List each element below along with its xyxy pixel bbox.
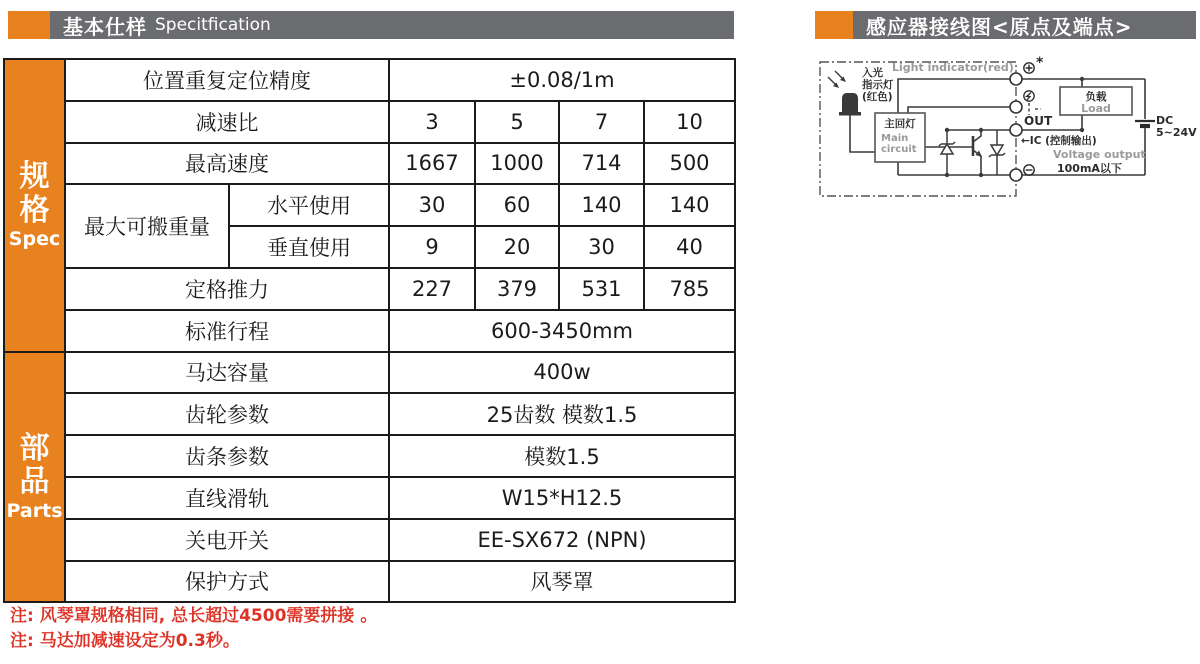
dc-range-label: 5~24V [1156, 126, 1197, 139]
spec-value-cell: 600-3450mm [389, 310, 735, 352]
ic-label: ←IC (控制输出) [1021, 135, 1097, 147]
light-indicator-label: Light indicator(red) [892, 61, 1014, 74]
table-row [4, 184, 735, 226]
table-row [4, 519, 735, 561]
current-limit-label: 100mA以下 [1057, 162, 1122, 175]
table-row [4, 143, 735, 185]
spec-value-cell: 20 [475, 226, 559, 268]
header-basic-spec-en: Specitfication [155, 15, 271, 35]
spec-value-cell: 1667 [389, 143, 475, 185]
header-basic-spec [8, 11, 734, 39]
terminal-plus [1010, 73, 1022, 85]
spec-value-cell: 785 [644, 268, 735, 310]
wiring-diagram [815, 55, 1200, 205]
side-header-spec-cn: 规格 [19, 159, 50, 228]
side-header-spec-en: Spec [8, 228, 61, 251]
table-row [4, 310, 735, 352]
battery-icon [1135, 121, 1155, 126]
spec-value-cell: 3 [389, 101, 475, 143]
l-terminal-icon [1024, 91, 1041, 115]
spec-value-cell: 227 [389, 268, 475, 310]
spec-row-label: 减速比 [65, 101, 389, 143]
wire [898, 162, 1010, 175]
main-circuit-label-en1: Main [881, 133, 909, 144]
table-row [4, 268, 735, 310]
wire [898, 79, 1010, 113]
spec-value-cell: ±0.08/1m [389, 59, 735, 101]
table-row [4, 477, 735, 519]
transistor-icon [973, 130, 982, 175]
spec-value-cell: EE-SX672 (NPN) [389, 519, 735, 561]
accent-square [815, 11, 853, 39]
note-line: 注: 风琴罩规格相同, 总长超过4500需要拼接 。 [10, 606, 378, 626]
header-wiring-diagram-bar [853, 11, 1196, 39]
spec-value-cell: 379 [475, 268, 559, 310]
spec-row-label: 直线滑轨 [65, 477, 389, 519]
spec-value-cell: 25齿数 模数1.5 [389, 393, 735, 435]
spec-value-cell: 140 [644, 184, 735, 226]
spec-value-cell: 风琴罩 [389, 561, 735, 603]
spec-value-cell: 30 [389, 184, 475, 226]
spec-row-label: 标准行程 [65, 310, 389, 352]
spec-row-label: 马达容量 [65, 352, 389, 394]
minus-terminal-icon [1024, 165, 1034, 175]
spec-value-cell: 714 [559, 143, 644, 185]
spec-row-sublabel: 垂直使用 [229, 226, 389, 268]
spec-value-cell: 7 [559, 101, 644, 143]
spec-row-label: 定格推力 [65, 268, 389, 310]
side-header-parts-en: Parts [6, 500, 63, 523]
table-row [4, 59, 735, 101]
load-label-en: Load [1081, 102, 1111, 115]
main-circuit-label-cn: 主回灯 [884, 118, 916, 130]
spec-value-cell: 9 [389, 226, 475, 268]
spec-row-label: 位置重复定位精度 [65, 59, 389, 101]
spec-value-cell: W15*H12.5 [389, 477, 735, 519]
spec-row-label: 保护方式 [65, 561, 389, 603]
main-circuit-box [875, 113, 925, 162]
side-header-spec [4, 59, 65, 352]
spec-value-cell: 10 [644, 101, 735, 143]
led-icon [828, 71, 861, 116]
spec-row-label: 最高速度 [65, 143, 389, 185]
header-wiring-diagram [815, 11, 1196, 39]
header-wiring-diagram-title: 感应器接线图<原点及端点> [866, 14, 1133, 39]
spec-value-cell: 模数1.5 [389, 435, 735, 477]
footnotes [10, 604, 377, 654]
spec-row-sublabel: 水平使用 [229, 184, 389, 226]
out-label: OUT [1024, 114, 1053, 128]
spec-value-cell: 1000 [475, 143, 559, 185]
spec-value-cell: 500 [644, 143, 735, 185]
main-circuit-label-en2: circuit [881, 144, 917, 155]
plus-terminal-icon [1024, 63, 1034, 73]
header-basic-spec-bar [50, 11, 734, 39]
spec-row-label: 齿轮参数 [65, 393, 389, 435]
header-basic-spec-cn: 基本仕样 [63, 14, 147, 39]
table-row [4, 393, 735, 435]
spec-value-cell: 531 [559, 268, 644, 310]
wire [850, 115, 875, 152]
table-row [4, 352, 735, 394]
spec-row-label: 关电开关 [65, 519, 389, 561]
led-label-line3: (红色) [862, 91, 893, 103]
spec-value-cell: 5 [475, 101, 559, 143]
spec-row-label: 最大可搬重量 [65, 184, 229, 268]
spec-row-label: 齿条参数 [65, 435, 389, 477]
asterisk-mark: * [1036, 55, 1044, 71]
note-line: 注: 马达加减速设定为0.3秒。 [10, 631, 240, 651]
table-row [4, 435, 735, 477]
spec-value-cell: 400w [389, 352, 735, 394]
terminal-minus [1010, 169, 1022, 181]
side-header-parts [4, 352, 65, 603]
dc-label: DC [1156, 114, 1174, 127]
spec-value-cell: 30 [559, 226, 644, 268]
spec-value-cell: 140 [559, 184, 644, 226]
led-label-line2: 指示灯 [862, 79, 894, 91]
load-label-cn: 负载 [1085, 91, 1107, 103]
table-row [4, 101, 735, 143]
voltage-output-label: Voltage output [1053, 148, 1146, 161]
terminal-l [1010, 101, 1022, 113]
table-row [4, 561, 735, 603]
spec-value-cell: 40 [644, 226, 735, 268]
spec-value-cell: 60 [475, 184, 559, 226]
accent-square [8, 11, 50, 39]
light-arrows-icon [828, 71, 843, 85]
zener-diode-icon [939, 130, 955, 175]
side-header-parts-cn: 部品 [19, 430, 50, 500]
spec-table [3, 58, 736, 603]
zener-diode-icon [989, 130, 1005, 175]
wire [908, 107, 1010, 113]
load-box [1060, 87, 1132, 115]
led-label-line1: 入光 [862, 67, 883, 79]
